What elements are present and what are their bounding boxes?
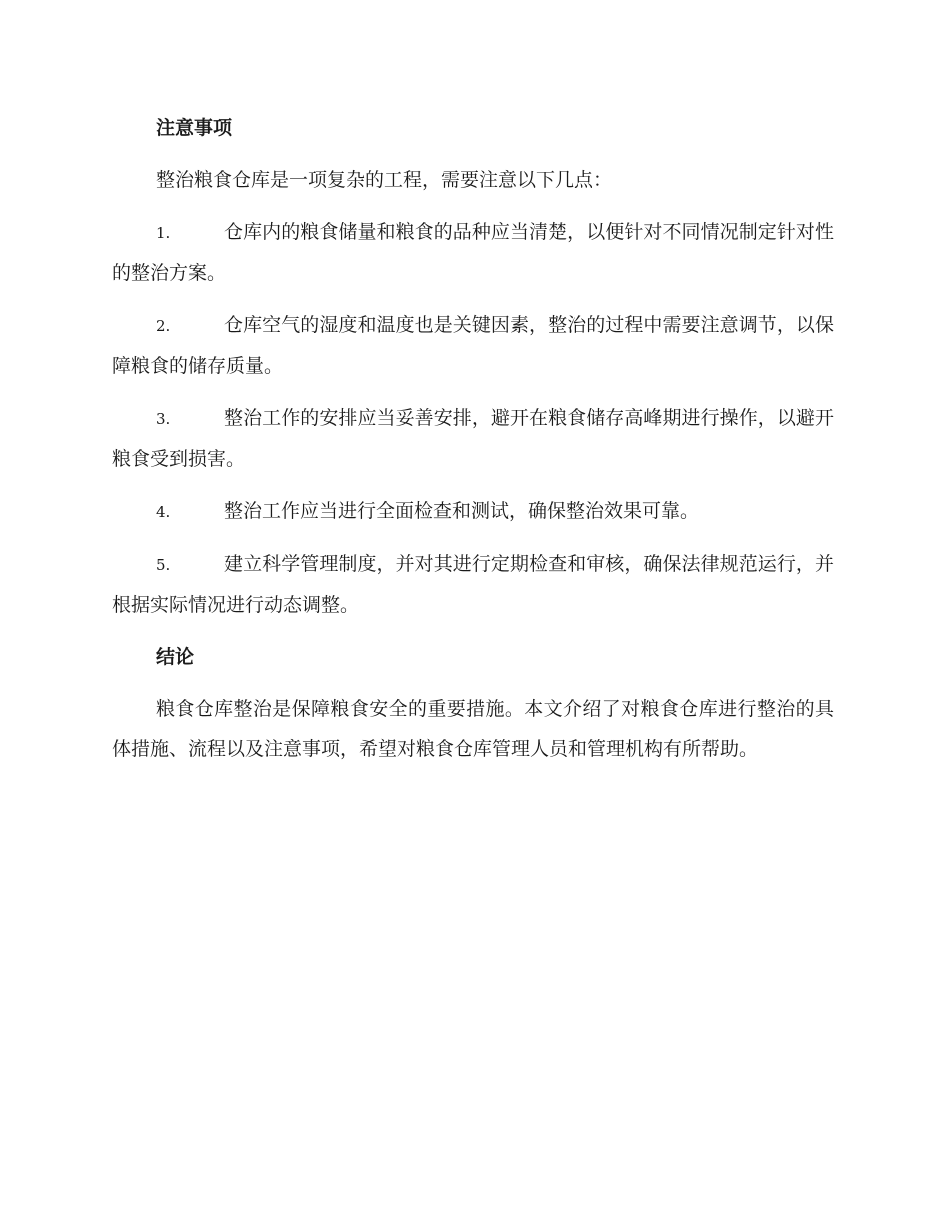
list-item [112,544,834,625]
list-item-number: 2. [156,317,171,335]
section-heading-notes: 注意事项 [156,117,233,139]
list-item-text: 整治工作的安排应当妥善安排，避开在粮食储存高峰期进行操作，以避开粮食受到损害。 [112,407,834,470]
list-item-number: 5. [156,556,171,574]
list-item [112,212,834,293]
list-item-number: 1. [156,224,171,242]
list-item-text: 仓库空气的湿度和温度也是关键因素，整治的过程中需要注意调节，以保障粮食的储存质量。 [112,314,834,377]
list-item [112,305,834,386]
list-item-text: 建立科学管理制度，并对其进行定期检查和审核，确保法律规范运行，并根据实际情况进行动态调整。 [112,553,834,616]
list-item-number: 3. [156,410,171,428]
document-page [112,108,834,781]
conclusion-paragraph: 粮食仓库整治是保障粮食安全的重要措施。本文介绍了对粮食仓库进行整治的具体措施、流程以及注意事项，希望对粮食仓库管理人员和管理机构有所帮助。 [112,698,834,760]
notes-intro-paragraph: 整治粮食仓库是一项复杂的工程，需要注意以下几点： [156,169,613,191]
list-item-text: 整治工作应当进行全面检查和测试，确保整治效果可靠。 [224,500,700,522]
list-item-text: 仓库内的粮食储量和粮食的品种应当清楚，以便针对不同情况制定针对性的整治方案。 [112,221,834,284]
list-item-number: 4. [156,503,171,521]
list-item [112,491,834,532]
list-item [112,398,834,479]
section-heading-conclusion: 结论 [156,646,195,668]
